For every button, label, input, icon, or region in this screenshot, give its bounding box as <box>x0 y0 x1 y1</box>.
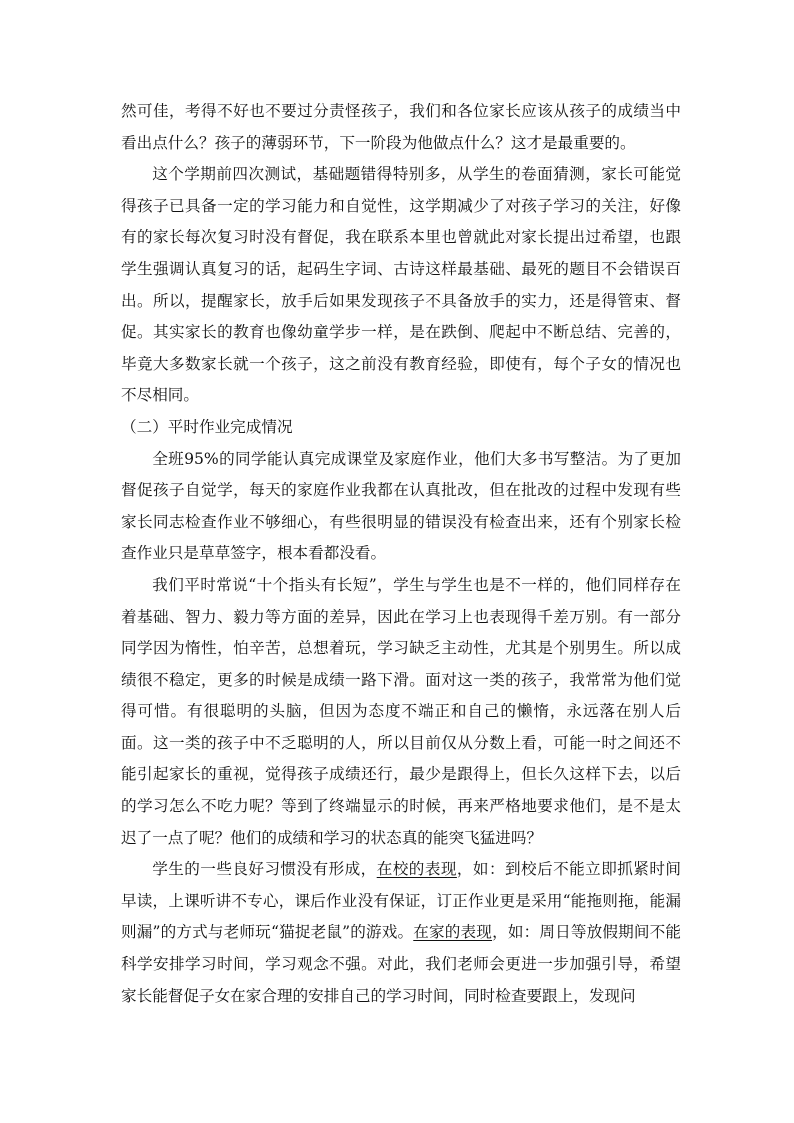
home-behavior-text: ，如：周日等放假期间不能科学安排学习时间，学习观念不强。对此，我们老师会更进一步加强引导，希望家长能督促子女在家合理的安排自己的学习时间，同时检查要跟上，发现问 <box>121 923 681 1005</box>
paragraph-continuation: 然可佳，考得不好也不要过分责怪孩子，我们和各位家长应该从孩子的成绩当中看出点什么？孩子的薄弱环节，下一阶段为他做点什么？这才是最重要的。 <box>121 102 681 152</box>
paragraph-differences: 我们平时常说“十个指头有长短”，学生与学生也是不一样的，他们同样存在着基础、智力、毅力等方面的差异，因此在学习上也表现得千差万别。有一部分同学因为惰性，怕辛苦，总想着玩，学习缺乏主动性，尤其是个别男生。所以成绩很不稳定，更多的时候是成绩一路下滑。面对这一类的孩子，我常常为他们觉得可惜。有很聪明的头脑，但因为态度不端正和自己的懒惰，永远落在别人后面。这一类的孩子中不乏聪明的人，所以目前仅从分数上看，可能一时之间还不能引起家长的重视，觉得孩子成绩还行，最少是跟得上，但长久这样下去，以后的学习怎么不吃力呢？等到了终端显示的时候，再来严格地要求他们，是不是太迟了一点了呢？他们的成绩和学习的状态真的能突飞猛进吗？ <box>121 575 681 847</box>
school-behavior-text: ，如：到校后不能立即抓紧时间早读，上课听讲不专心，课后作业没有保证，订正作业更是采用“能拖则拖，能漏则漏”的方式与老师玩“猫捉老鼠”的游戏。 <box>121 860 681 942</box>
paragraph-homework: 全班95%的同学能认真完成课堂及家庭作业，他们大多书写整洁。为了更加督促孩子自觉学，每天的家庭作业我都在认真批改，但在批改的过程中发现有些家长同志检查作业不够细心，有些很明显的错误没有检查出来，还有个别家长检查作业只是草草签字，根本看都没看。 <box>121 449 681 563</box>
paragraph-tests: 这个学期前四次测试，基础题错得特别多，从学生的卷面猜测，家长可能觉得孩子已具备一定的学习能力和自觉性，这学期减少了对孩子学习的关注，好像有的家长每次复习时没有督促，我在联系本里也曾就此对家长提出过希望，也跟学生强调认真复习的话，起码生字词、古诗这样最基础、最死的题目不会错误百出。所以，提醒家长，放手后如果发现孩子不具备放手的实力，还是得管束、督促。其实家长的教育也像幼童学步一样，是在跌倒、爬起中不断总结、完善的，毕竟大多数家长就一个孩子，这之前没有教育经验，即使有，每个子女的情况也不尽相同。 <box>121 165 681 405</box>
habits-intro: 学生的一些良好习惯没有形成， <box>152 860 377 879</box>
home-behavior-label: 在家的表现 <box>413 923 493 942</box>
paragraph-habits <box>121 854 681 1012</box>
document-page <box>121 96 681 1012</box>
school-behavior-label: 在校的表现 <box>376 860 457 879</box>
section-heading-homework: （二）平时作业完成情况 <box>121 417 293 436</box>
